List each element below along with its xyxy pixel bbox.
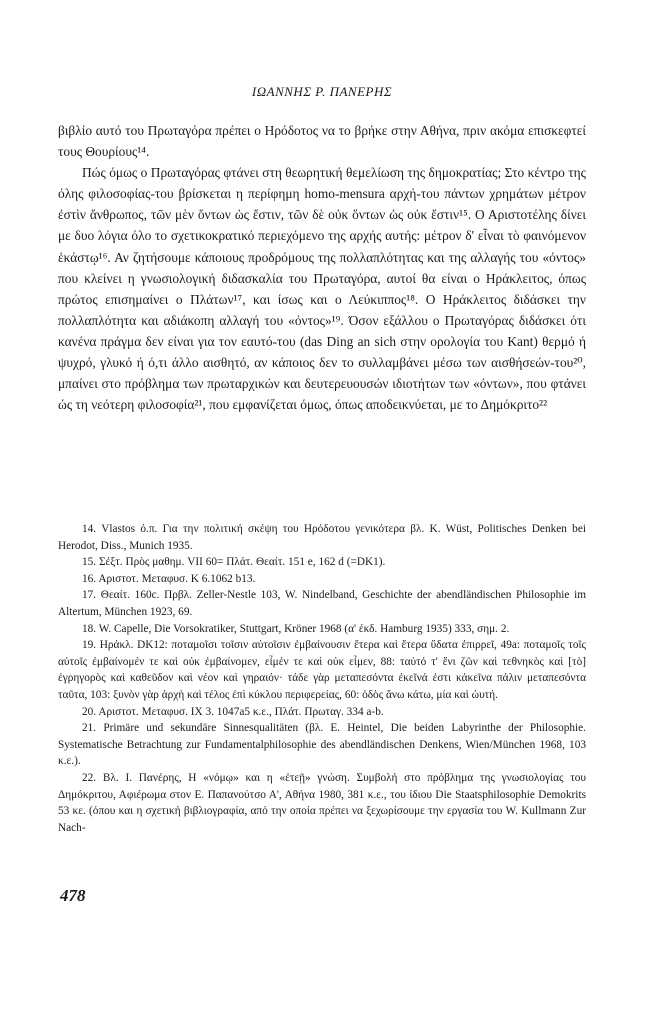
running-head: ΙΩΑΝΝΗΣ Ρ. ΠΑΝΕΡΗΣ xyxy=(251,84,393,99)
page-number: 478 xyxy=(60,886,86,905)
book-page xyxy=(58,0,586,1024)
footnote-14: 14. Vlastos ό.π. Για την πολιτική σκέψη του Ηρόδοτου γενικότερα βλ. K. Wüst, Politisches Denken bei Herodot, Diss., Munich 1935. xyxy=(58,523,586,552)
paragraph-2: Πώς όμως ο Πρωταγόρας φτάνει στη θεωρητική θεμελίωση της δημοκρατίας; Στο κέντρο της όλης φιλοσοφίας-του βρίσκεται η περίφημη homo-mensura αρχή-του πάντων χρημάτων μέτρον ἐστὶν ἄνθρωπος, τῶν μὲν ὄντων ὡς ἔστιν, τῶν δὲ οὐκ ὄντων ὡς οὐκ ἔστιν¹⁵. Ο Αριστοτέλης δίνει με δυο λόγια όλο το σχετικοκρατικό περιεχόμενο της αρχής αυτής: μέτρον δ' εἶναι τὸ φαινόμενον ἑκάστῳ¹⁶. Αν ζητήσουμε κάποιους προδρόμους της πολλαπλότητας και της αλλαγής του «όντος» που κλείνει η γνωσιολογική διδασκαλία του Πρωταγόρα, αυτοί θα είναι ο Ηράκλειτος, όπως πρώτος επισημαίνει ο Πλάτων¹⁷, και ίσως και ο Λεύκιππος¹⁸. Ο Ηράκλειτος διδάσκει την πολλαπλότητα και αδιάκοπη αλλαγή του «όντος»¹⁹. Όσον εξάλλου ο Πρωταγόρας διδάσκει ότι κανένα πράγμα δεν είναι για τον εαυτό-του (das Ding an sich στην ορολογία του Kant) θερμό ή ψυχρό, γλυκό ή ό,τι άλλο αισθητό, αν κάποιος δεν το συλλαμβάνει μέσω των αισθήσεών-του²⁰, μπαίνει στο πρόβλημα των πρωταρχικών και δευτερευουσών ιδιοτήτων των «όντων», που φτάνει ώς τη νεότερη φιλοσοφία²¹, που εμφανίζεται όμως, όπως αποδεικνύεται, με το Δημόκριτο²² xyxy=(58,165,586,413)
footnote-21: 21. Primäre und sekundäre Sinnesqualitäten (βλ. E. Heintel, Die beiden Labyrinthe der Philosophie. Systematische Betrachtung zur Fundamentalphilosophie des abendländischen Denkens, Wien/München 1968, 103 κ.ε.). xyxy=(58,722,586,768)
footnote-17: 17. Θεαίτ. 160c. Πρβλ. Zeller-Nestle 103, W. Nindelband, Geschichte der abendländischen Philosophie im Altertum, München 1923, 69. xyxy=(58,589,586,618)
footnote-18: 18. W. Capelle, Die Vorsokratiker, Stuttgart, Kröner 1968 (α' έκδ. Hamburg 1935) 333, σημ. 2. xyxy=(82,622,510,635)
footnote-15: 15. Σέξτ. Πρὸς μαθημ. VII 60= Πλάτ. Θεαίτ. 151 e, 162 d (=DK1). xyxy=(82,556,386,569)
footnote-22: 22. Βλ. Ι. Πανέρης, Η «νόμῳ» και η «ἐτεῇ» γνώση. Συμβολή στο πρόβλημα της γνωσιολογίας του Δημόκριτου, Αφιέρωμα στον Ε. Παπανούτσο Α', Αθήνα 1980, 381 κ.ε., του ίδιου Die Staatsphilosophie Demokrits 53 κε. (όπου και η σχετική βιβλιογραφία, από την οποία πρέπει να ξεχωρίσουμε την εργασία του W. Kullmann Zur Nach- xyxy=(58,771,586,834)
footnote-16: 16. Αριστοτ. Μεταφυσ. K 6.1062 b13. xyxy=(82,572,256,585)
footnotes xyxy=(58,521,586,836)
main-text xyxy=(58,120,586,415)
footnote-19: 19. Ηράκλ. DK12: ποταμοῖσι τοῖσιν αὐτοῖσιν ἐμβαίνουσιν ἕτερα καὶ ἕτερα ὕδατα ἐπιρρεῖ, 49a: ποταμοῖς τοῖς αὐτοῖς ἐμβαίνομέν τε καὶ οὐκ ἐμβαίνομεν, εἶμέν τε καὶ οὐκ εἶμεν, 88: ταὐτό τ' ἔνι ζῶν καὶ τεθνηκὸς καὶ [τὸ] ἐγρηγορὸς καὶ καθεῦδον καὶ νέον καὶ γηραιόν· τάδε γὰρ μεταπεσόντα ἐκεῖνά ἐστι κἀκεῖνα πάλιν μεταπεσόντα ταῦτα, 103: ξυνὸν γὰρ ἀρχὴ καὶ τέλος ἐπὶ κύκλου περιφερείας, 60: ὁδὸς ἄνω κάτω, μία καὶ ὡυτή. xyxy=(58,639,586,701)
footnote-20: 20. Αριστοτ. Μεταφυσ. IX 3. 1047a5 κ.ε., Πλάτ. Πρωταγ. 334 a-b. xyxy=(82,705,384,718)
paragraph-1: βιβλίο αυτό του Πρωταγόρα πρέπει ο Ηρόδοτος να το βρήκε στην Αθήνα, πριν ακόμα επισκεφτεί τους Θουρίους¹⁴. xyxy=(58,123,586,160)
